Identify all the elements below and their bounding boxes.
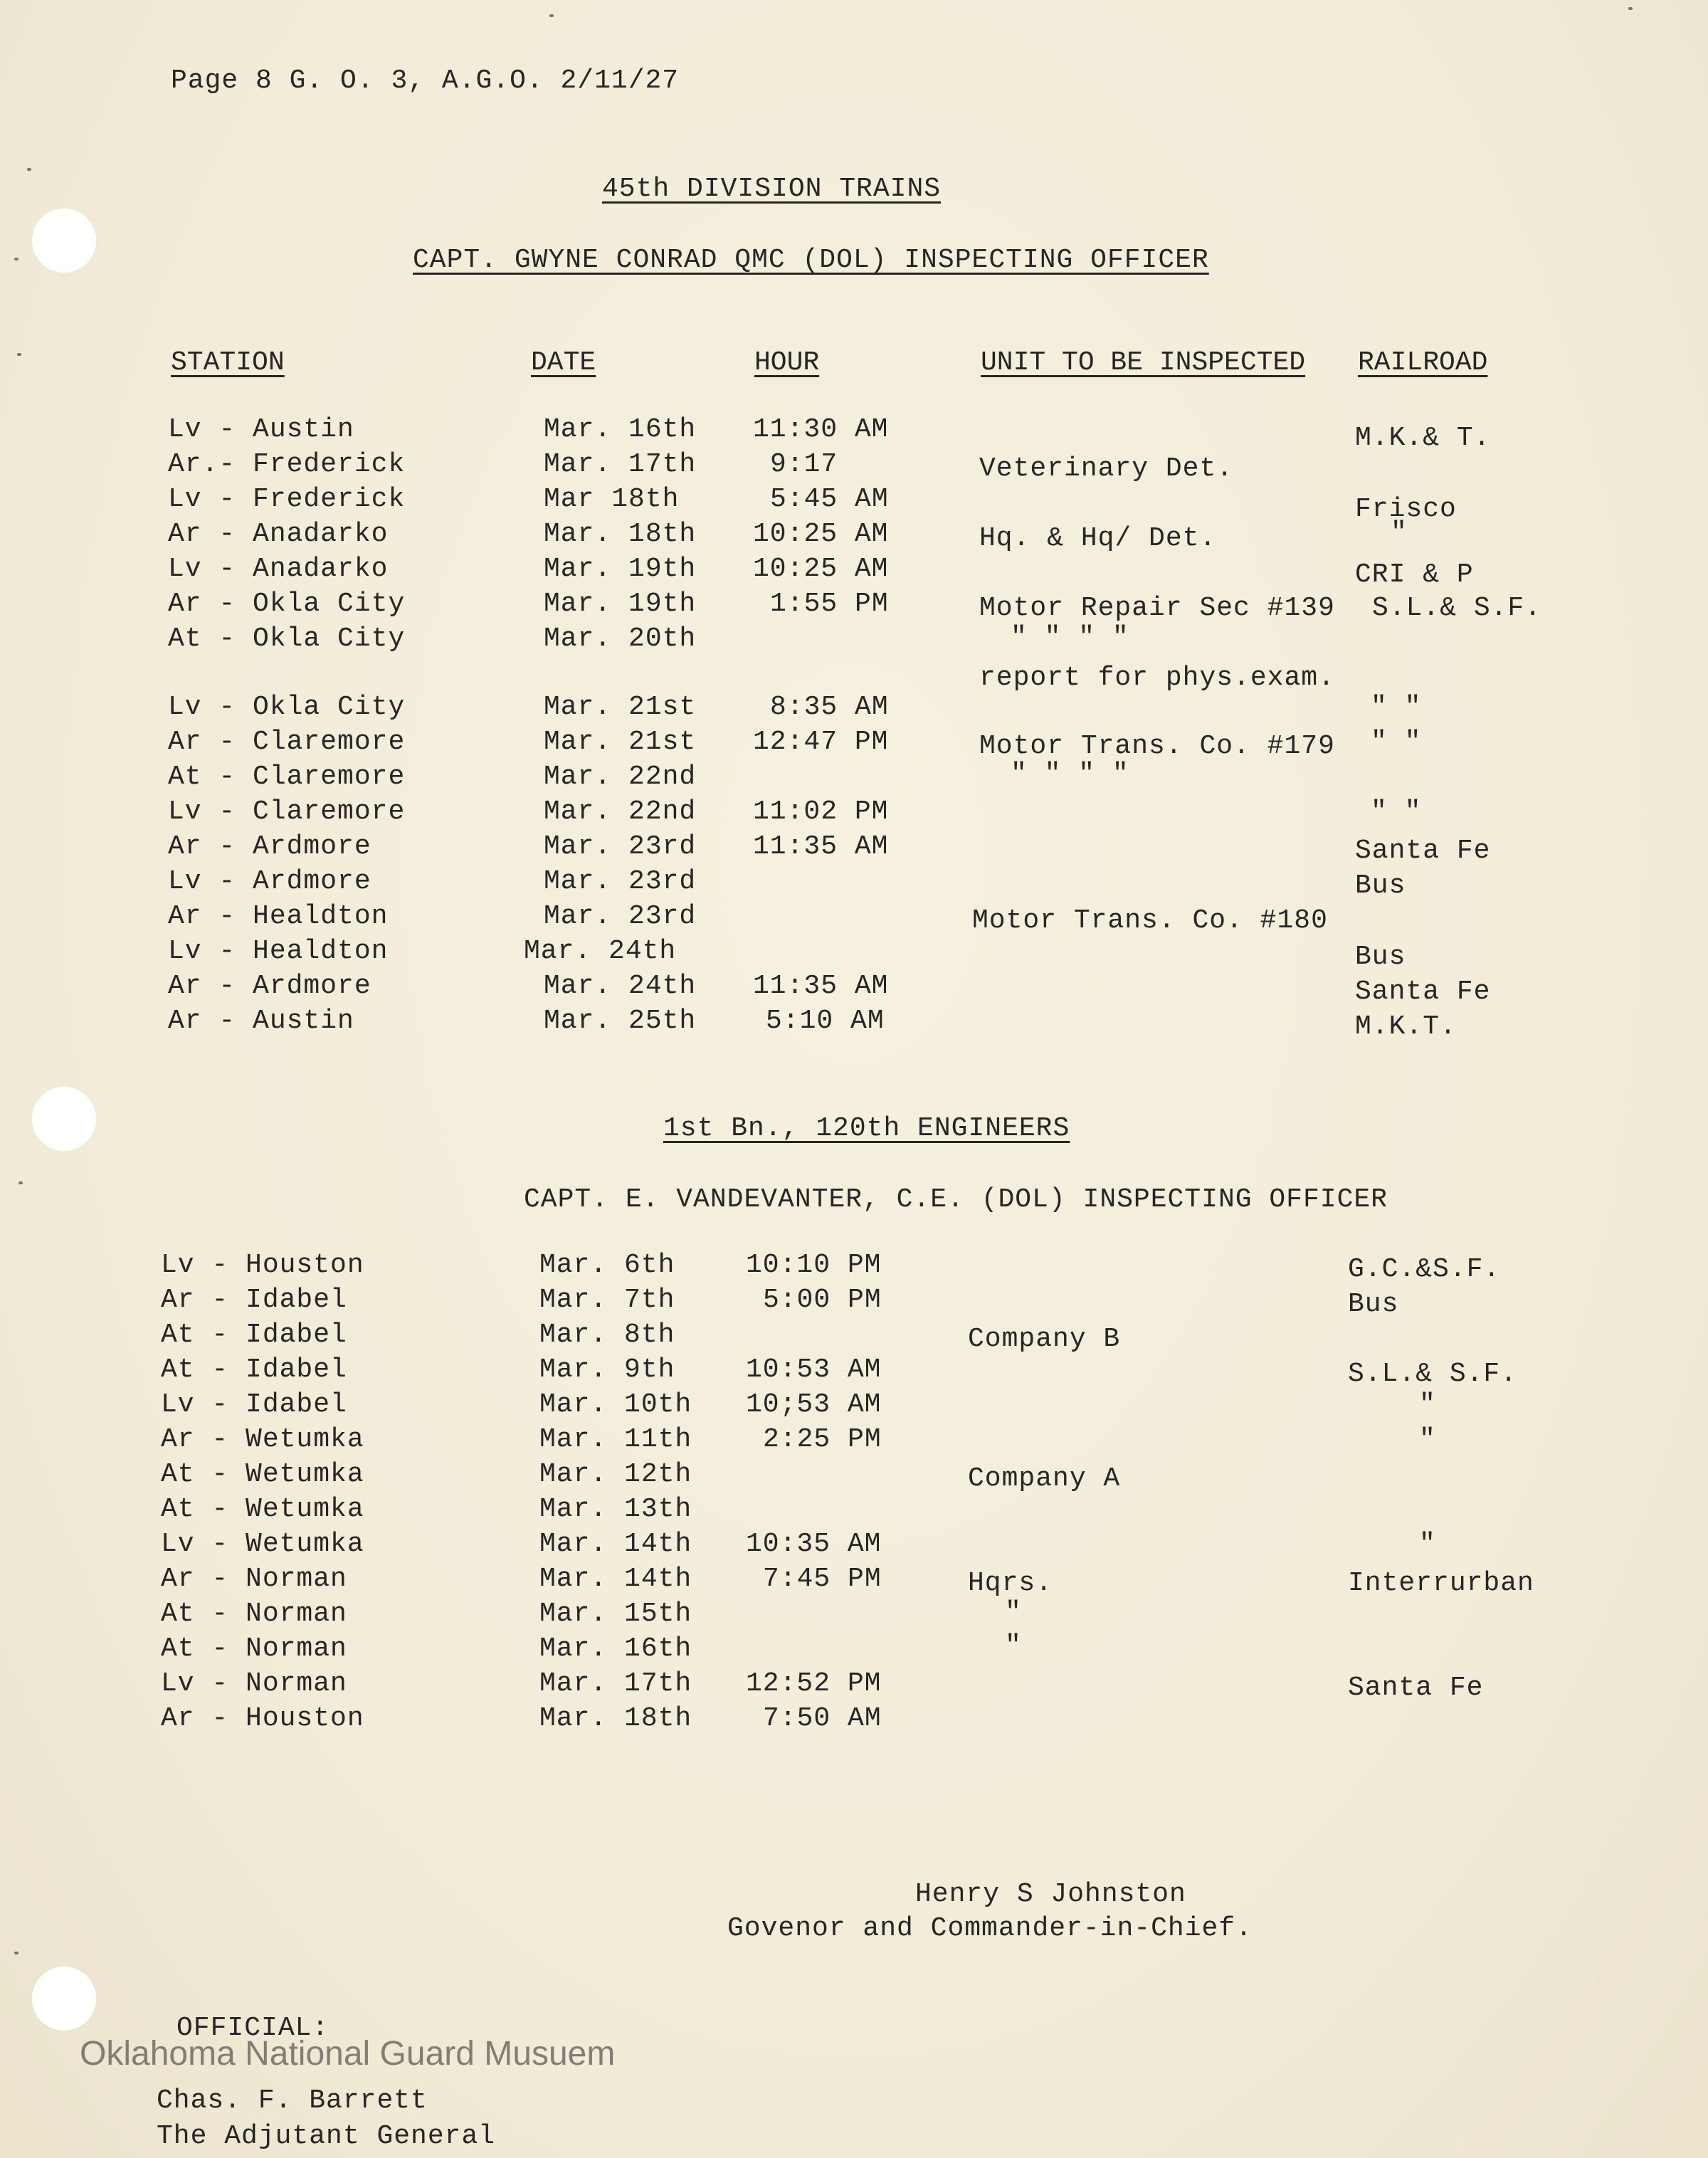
- station-cell: Ar - Ardmore: [168, 971, 371, 1001]
- unit-cell: Company B: [968, 1324, 1121, 1354]
- unit-cell: report for phys.exam.: [979, 663, 1335, 693]
- date-cell: Mar. 17th: [539, 1668, 692, 1699]
- date-cell: Mar. 12th: [539, 1459, 692, 1490]
- unit-cell: Motor Repair Sec #139: [979, 593, 1335, 623]
- hour-cell: 8:35 AM: [770, 692, 889, 722]
- railroad-cell: S.L.& S.F.: [1372, 593, 1542, 623]
- date-cell: Mar. 24th: [544, 971, 697, 1001]
- table-row: [0, 692, 1708, 727]
- table-row: [0, 971, 1708, 1006]
- date-cell: Mar. 22nd: [544, 796, 697, 827]
- station-cell: At - Wetumka: [161, 1459, 364, 1490]
- unit-cell: ": [1005, 1631, 1022, 1661]
- railroad-cell: " ": [1371, 727, 1422, 757]
- railroad-cell: M.K.T.: [1355, 1011, 1457, 1042]
- section1-title: 45th DIVISION TRAINS: [602, 174, 942, 204]
- punch-hole: [32, 209, 96, 273]
- date-cell: Mar. 21st: [544, 692, 697, 722]
- hour-cell: 10:25 AM: [753, 519, 889, 549]
- table-row: [0, 589, 1708, 623]
- station-cell: At - Idabel: [161, 1354, 347, 1385]
- section2-officer: CAPT. E. VANDEVANTER, C.E. (DOL) INSPECTING OFFICER: [524, 1184, 1388, 1215]
- date-cell: Mar. 13th: [539, 1494, 692, 1525]
- date-cell: Mar. 8th: [539, 1320, 675, 1350]
- date-cell: Mar. 22nd: [544, 762, 697, 792]
- railroad-cell: ": [1419, 1529, 1436, 1559]
- railroad-cell: Interrurban: [1348, 1568, 1534, 1599]
- station-cell: At - Wetumka: [161, 1494, 364, 1525]
- date-cell: Mar. 16th: [539, 1633, 692, 1664]
- station-cell: At - Norman: [161, 1633, 347, 1664]
- hour-cell: 11:02 PM: [753, 796, 889, 827]
- railroad-cell: Santa Fe: [1355, 977, 1491, 1007]
- hour-cell: 1:55 PM: [770, 589, 889, 619]
- unit-cell: " " " ": [1011, 622, 1129, 653]
- station-cell: Lv - Austin: [168, 414, 354, 445]
- railroad-cell: " ": [1371, 796, 1422, 827]
- table-row: [0, 449, 1708, 484]
- railroad-cell: Frisco: [1355, 494, 1457, 525]
- section1-officer: CAPT. GWYNE CONRAD QMC (DOL) INSPECTING OFFICER: [413, 245, 1209, 275]
- railroad-cell: Bus: [1355, 870, 1406, 901]
- station-cell: Lv - Healdton: [168, 936, 389, 967]
- unit-cell: Hq. & Hq/ Det.: [979, 523, 1217, 554]
- railroad-cell: Bus: [1355, 942, 1406, 972]
- hour-cell: 10:10 PM: [746, 1250, 882, 1280]
- table-row: [0, 1459, 1708, 1494]
- railroad-cell: Santa Fe: [1355, 836, 1491, 866]
- table-row: [0, 1564, 1708, 1599]
- railroad-cell: ": [1419, 1424, 1436, 1455]
- hour-cell: 2:25 PM: [763, 1424, 882, 1455]
- date-cell: Mar 18th: [544, 484, 680, 515]
- table-row: [0, 1599, 1708, 1633]
- date-cell: Mar. 21st: [544, 727, 697, 757]
- table-row: [0, 623, 1708, 658]
- station-cell: At - Idabel: [161, 1320, 347, 1350]
- hour-cell: 11:30 AM: [753, 414, 889, 445]
- table-row: [0, 1494, 1708, 1529]
- station-cell: Lv - Houston: [161, 1250, 364, 1280]
- station-cell: Ar - Healdton: [168, 901, 389, 932]
- table-row: [0, 1633, 1708, 1668]
- railroad-cell: S.L.& S.F.: [1348, 1359, 1518, 1389]
- table-row: [0, 1250, 1708, 1285]
- paper-fleck: [1628, 7, 1633, 10]
- column-header-hour: HOUR: [754, 347, 820, 378]
- station-cell: Ar - Houston: [161, 1703, 364, 1734]
- hour-cell: 5:10 AM: [766, 1006, 885, 1036]
- signature-title: Govenor and Commander-in-Chief.: [727, 1913, 1253, 1944]
- hour-cell: 11:35 AM: [753, 831, 889, 862]
- railroad-cell: Bus: [1348, 1289, 1399, 1320]
- station-cell: Ar - Norman: [161, 1564, 347, 1594]
- station-cell: At - Norman: [161, 1599, 347, 1629]
- punch-hole: [32, 1967, 96, 2031]
- date-cell: Mar. 18th: [544, 519, 697, 549]
- column-header-railroad: RAILROAD: [1358, 347, 1488, 378]
- station-cell: Lv - Wetumka: [161, 1529, 364, 1559]
- station-cell: At - Okla City: [168, 623, 406, 654]
- hour-cell: 7:50 AM: [763, 1703, 882, 1734]
- official-title: The Adjutant General: [157, 2121, 496, 2152]
- table-row: [0, 1320, 1708, 1354]
- hour-cell: 10:25 AM: [753, 554, 889, 584]
- unit-cell: " " " ": [1011, 759, 1129, 789]
- railroad-cell: " ": [1371, 692, 1422, 722]
- column-header-station: STATION: [171, 347, 285, 378]
- table-row: [0, 901, 1708, 936]
- paper-fleck: [549, 14, 554, 17]
- station-cell: Lv - Okla City: [168, 692, 406, 722]
- table-row: [0, 759, 1708, 796]
- station-cell: Ar - Anadarko: [168, 519, 389, 549]
- date-cell: Mar. 14th: [539, 1529, 692, 1559]
- table-row: [0, 484, 1708, 525]
- date-cell: Mar. 17th: [544, 449, 697, 480]
- table-row: [0, 1668, 1708, 1703]
- date-cell: Mar. 11th: [539, 1424, 692, 1455]
- signature-name: Henry S Johnston: [915, 1879, 1186, 1910]
- railroad-cell: M.K.& T.: [1355, 423, 1491, 453]
- paper-fleck: [14, 1952, 19, 1954]
- hour-cell: 10;53 AM: [746, 1389, 882, 1420]
- unit-cell: Motor Trans. Co. #180: [972, 905, 1328, 936]
- hour-cell: 12:52 PM: [746, 1668, 882, 1699]
- station-cell: Ar - Austin: [168, 1006, 354, 1036]
- date-cell: Mar. 20th: [544, 623, 697, 654]
- station-cell: Ar.- Frederick: [168, 449, 406, 480]
- railroad-cell: ": [1391, 517, 1408, 548]
- station-cell: Lv - Ardmore: [168, 866, 371, 897]
- station-cell: Ar - Idabel: [161, 1285, 347, 1315]
- table-row: [0, 727, 1708, 762]
- date-cell: Mar. 9th: [539, 1354, 675, 1385]
- section2-title: 1st Bn., 120th ENGINEERS: [663, 1113, 1070, 1144]
- table-row: [0, 1529, 1708, 1564]
- table-row: [0, 866, 1708, 901]
- unit-cell: Hqrs.: [968, 1568, 1053, 1599]
- museum-watermark: Oklahoma National Guard Musuem: [80, 2035, 616, 2073]
- station-cell: At - Claremore: [168, 762, 406, 792]
- unit-cell: Veterinary Det.: [979, 453, 1234, 484]
- hour-cell: 5:45 AM: [770, 484, 889, 515]
- hour-cell: 9:17: [770, 449, 838, 480]
- date-cell: Mar. 14th: [539, 1564, 692, 1594]
- date-cell: Mar. 18th: [539, 1703, 692, 1734]
- table-row: [0, 936, 1708, 971]
- table-row: [0, 831, 1708, 866]
- date-cell: Mar. 19th: [544, 554, 697, 584]
- date-cell: Mar. 10th: [539, 1389, 692, 1420]
- paper-fleck: [19, 1181, 23, 1184]
- paper-fleck: [14, 258, 19, 260]
- station-cell: Lv - Anadarko: [168, 554, 389, 584]
- station-cell: Lv - Claremore: [168, 796, 406, 827]
- table-row: [0, 1424, 1708, 1459]
- hour-cell: 12:47 PM: [753, 727, 889, 757]
- column-header-date: DATE: [531, 347, 596, 378]
- date-cell: Mar. 15th: [539, 1599, 692, 1629]
- date-cell: Mar. 23rd: [544, 866, 697, 897]
- table-row: [0, 414, 1708, 453]
- date-cell: Mar. 6th: [539, 1250, 675, 1280]
- railroad-cell: ": [1419, 1389, 1436, 1420]
- unit-cell: Company A: [968, 1463, 1121, 1494]
- table-row: [0, 1703, 1708, 1738]
- page-reference: Page 8 G. O. 3, A.G.O. 2/11/27: [171, 65, 680, 96]
- hour-cell: 10:53 AM: [746, 1354, 882, 1385]
- punch-hole: [32, 1087, 96, 1151]
- paper-fleck: [17, 353, 21, 356]
- table-row: [0, 1285, 1708, 1320]
- unit-cell: ": [1005, 1597, 1022, 1628]
- date-cell: Mar. 23rd: [544, 901, 697, 932]
- hour-cell: 10:35 AM: [746, 1529, 882, 1559]
- table-row: [0, 796, 1708, 831]
- hour-cell: 5:00 PM: [763, 1285, 882, 1315]
- railroad-cell: G.C.&S.F.: [1348, 1254, 1501, 1285]
- date-cell: Mar. 19th: [544, 589, 697, 619]
- official-label: OFFICIAL:: [176, 2013, 330, 2043]
- station-cell: Lv - Idabel: [161, 1389, 347, 1420]
- official-name: Chas. F. Barrett: [157, 2085, 428, 2116]
- hour-cell: 7:45 PM: [763, 1564, 882, 1594]
- hour-cell: 11:35 AM: [753, 971, 889, 1001]
- date-cell: Mar. 23rd: [544, 831, 697, 862]
- table-row: [0, 554, 1708, 589]
- station-cell: Ar - Ardmore: [168, 831, 371, 862]
- railroad-cell: Santa Fe: [1348, 1673, 1484, 1703]
- station-cell: Ar - Okla City: [168, 589, 406, 619]
- date-cell: Mar. 7th: [539, 1285, 675, 1315]
- station-cell: Ar - Claremore: [168, 727, 406, 757]
- station-cell: Ar - Wetumka: [161, 1424, 364, 1455]
- table-row: [0, 1006, 1708, 1041]
- station-cell: Lv - Frederick: [168, 484, 406, 515]
- table-row: [0, 1389, 1708, 1424]
- table-row: [0, 1354, 1708, 1389]
- station-cell: Lv - Norman: [161, 1668, 347, 1699]
- unit-cell: Motor Trans. Co. #179: [979, 731, 1335, 762]
- date-cell: Mar. 24th: [524, 936, 677, 967]
- paper-fleck: [27, 168, 31, 171]
- column-header-unit: UNIT TO BE INSPECTED: [981, 347, 1306, 378]
- table-row: [0, 519, 1708, 554]
- date-cell: Mar. 25th: [544, 1006, 697, 1036]
- date-cell: Mar. 16th: [544, 414, 697, 445]
- railroad-cell: CRI & P: [1355, 559, 1474, 590]
